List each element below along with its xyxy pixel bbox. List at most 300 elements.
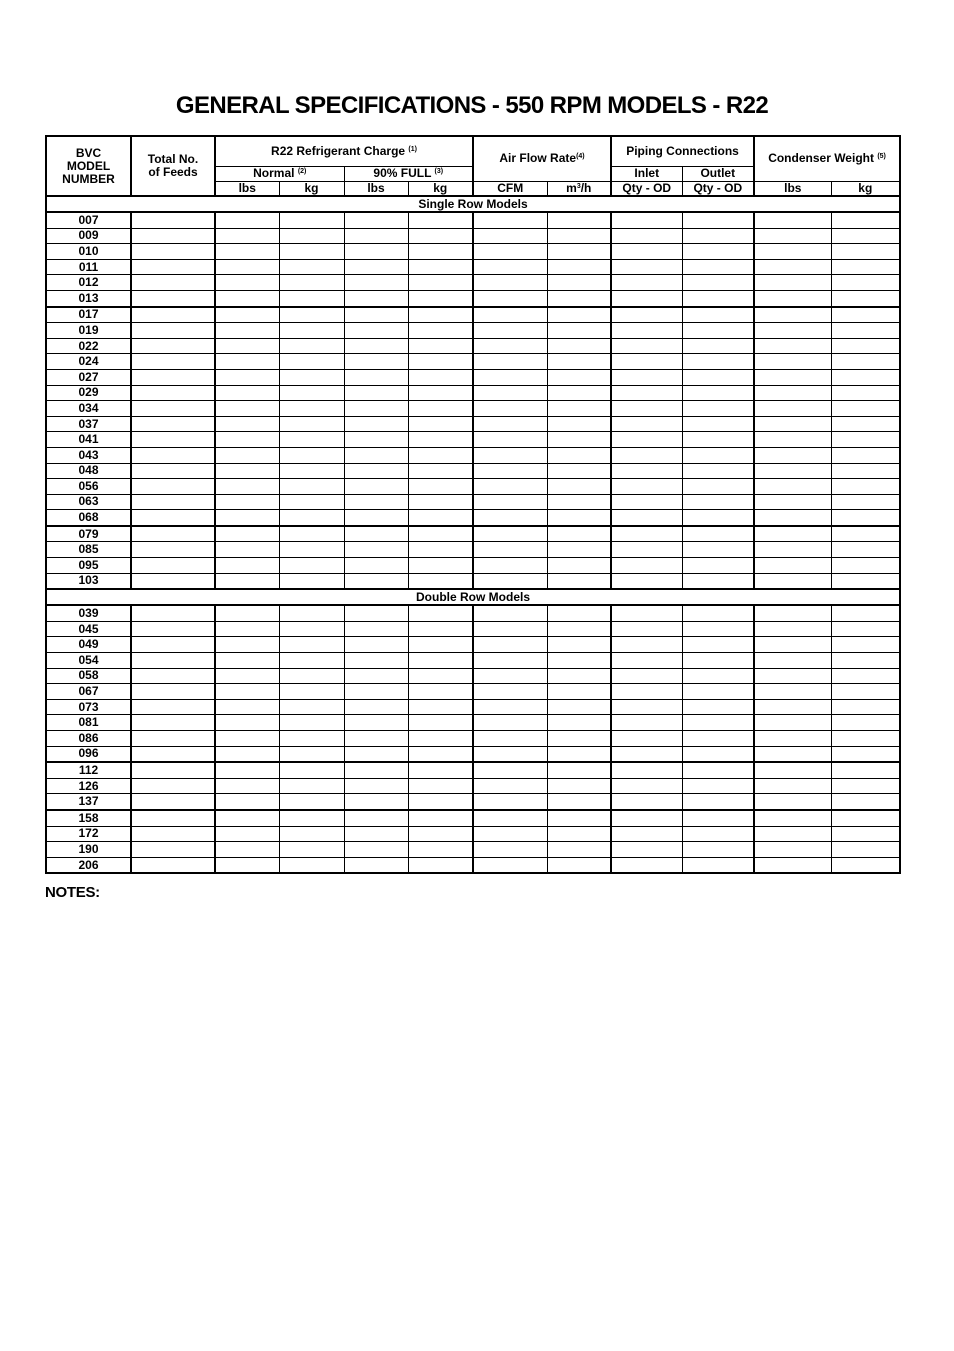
- data-cell: [682, 715, 754, 731]
- data-cell: [682, 401, 754, 417]
- data-cell: [831, 432, 900, 448]
- data-cell: [215, 323, 279, 339]
- data-cell: [831, 275, 900, 291]
- data-cell: [682, 542, 754, 558]
- data-cell: [344, 401, 408, 417]
- data-cell: [408, 275, 473, 291]
- data-cell: [611, 746, 682, 762]
- data-cell: [408, 762, 473, 778]
- table-row: [46, 432, 900, 448]
- data-cell: [344, 228, 408, 244]
- data-cell: [473, 778, 547, 794]
- data-cell: [831, 401, 900, 417]
- data-cell: [754, 416, 831, 432]
- data-cell: [754, 558, 831, 574]
- data-cell: [131, 354, 215, 370]
- data-cell: [611, 228, 682, 244]
- data-cell: [408, 463, 473, 479]
- data-cell: [682, 385, 754, 401]
- table-row: [46, 715, 900, 731]
- data-cell: [131, 542, 215, 558]
- model-number-cell: 010: [46, 244, 131, 260]
- data-cell: [473, 338, 547, 354]
- data-cell: [611, 621, 682, 637]
- unit-outlet-qty-od: Qty - OD: [682, 181, 754, 196]
- model-number-cell: 126: [46, 778, 131, 794]
- data-cell: [754, 699, 831, 715]
- data-cell: [547, 244, 611, 260]
- data-cell: [344, 715, 408, 731]
- data-cell: [611, 684, 682, 700]
- data-cell: [473, 416, 547, 432]
- table-row: [46, 746, 900, 762]
- data-cell: [682, 416, 754, 432]
- model-number-cell: 013: [46, 290, 131, 306]
- data-cell: [831, 494, 900, 510]
- data-cell: [131, 401, 215, 417]
- unit-normal-kg: kg: [279, 181, 344, 196]
- data-cell: [831, 699, 900, 715]
- data-cell: [215, 857, 279, 873]
- data-cell: [682, 810, 754, 826]
- data-cell: [547, 826, 611, 842]
- model-number-cell: 095: [46, 558, 131, 574]
- data-cell: [215, 259, 279, 275]
- data-cell: [215, 510, 279, 526]
- data-cell: [547, 731, 611, 747]
- model-number-cell: 034: [46, 401, 131, 417]
- data-cell: [344, 323, 408, 339]
- model-number-cell: 041: [46, 432, 131, 448]
- data-cell: [682, 668, 754, 684]
- data-cell: [682, 369, 754, 385]
- header-outlet: Outlet: [682, 166, 754, 181]
- data-cell: [754, 463, 831, 479]
- data-cell: [682, 857, 754, 873]
- data-cell: [611, 605, 682, 621]
- table-row: [46, 275, 900, 291]
- data-cell: [344, 275, 408, 291]
- data-cell: [215, 542, 279, 558]
- table-row: [46, 605, 900, 621]
- table-row: [46, 653, 900, 669]
- unit-normal-lbs: lbs: [215, 181, 279, 196]
- model-number-cell: 009: [46, 228, 131, 244]
- data-cell: [473, 810, 547, 826]
- data-cell: [473, 228, 547, 244]
- data-cell: [279, 684, 344, 700]
- data-cell: [131, 259, 215, 275]
- data-cell: [682, 621, 754, 637]
- data-cell: [408, 621, 473, 637]
- model-number-cell: 103: [46, 573, 131, 589]
- data-cell: [473, 637, 547, 653]
- data-cell: [611, 715, 682, 731]
- table-row: [46, 494, 900, 510]
- data-cell: [611, 810, 682, 826]
- data-cell: [408, 810, 473, 826]
- data-cell: [131, 385, 215, 401]
- data-cell: [131, 842, 215, 858]
- data-cell: [215, 842, 279, 858]
- data-cell: [682, 307, 754, 323]
- data-cell: [754, 479, 831, 495]
- table-row: [46, 338, 900, 354]
- data-cell: [682, 794, 754, 810]
- data-cell: [131, 526, 215, 542]
- data-cell: [682, 699, 754, 715]
- data-cell: [547, 857, 611, 873]
- data-cell: [831, 746, 900, 762]
- data-cell: [547, 275, 611, 291]
- data-cell: [279, 794, 344, 810]
- data-cell: [547, 259, 611, 275]
- model-number-cell: 079: [46, 526, 131, 542]
- header-refrigerant-charge: R22 Refrigerant Charge $^{(1)}$: [215, 136, 473, 166]
- data-cell: [831, 762, 900, 778]
- table-row: [46, 244, 900, 260]
- data-cell: [344, 385, 408, 401]
- data-cell: [131, 228, 215, 244]
- header-condenser-weight: Condenser Weight $^{(5)}$: [754, 136, 900, 181]
- data-cell: [279, 510, 344, 526]
- data-cell: [279, 558, 344, 574]
- data-cell: [754, 637, 831, 653]
- data-cell: [344, 416, 408, 432]
- data-cell: [754, 401, 831, 417]
- data-cell: [547, 746, 611, 762]
- data-cell: [131, 778, 215, 794]
- data-cell: [473, 463, 547, 479]
- data-cell: [547, 668, 611, 684]
- data-cell: [408, 212, 473, 228]
- table-row: [46, 637, 900, 653]
- data-cell: [215, 290, 279, 306]
- data-cell: [831, 731, 900, 747]
- model-number-cell: 056: [46, 479, 131, 495]
- table-row: [46, 479, 900, 495]
- data-cell: [547, 762, 611, 778]
- data-cell: [473, 526, 547, 542]
- data-cell: [473, 857, 547, 873]
- data-cell: [473, 715, 547, 731]
- data-cell: [611, 259, 682, 275]
- table-row: [46, 447, 900, 463]
- data-cell: [547, 212, 611, 228]
- data-cell: [408, 385, 473, 401]
- data-cell: [547, 369, 611, 385]
- data-cell: [611, 794, 682, 810]
- data-cell: [682, 605, 754, 621]
- table-row: [46, 307, 900, 323]
- data-cell: [547, 338, 611, 354]
- data-cell: [547, 542, 611, 558]
- data-cell: [408, 432, 473, 448]
- data-cell: [408, 778, 473, 794]
- unit-weight-kg: kg: [831, 181, 900, 196]
- data-cell: [547, 401, 611, 417]
- data-cell: [547, 810, 611, 826]
- data-cell: [344, 494, 408, 510]
- model-number-cell: 037: [46, 416, 131, 432]
- data-cell: [473, 401, 547, 417]
- data-cell: [279, 542, 344, 558]
- data-cell: [215, 605, 279, 621]
- table-row: [46, 401, 900, 417]
- data-cell: [682, 338, 754, 354]
- model-number-cell: 073: [46, 699, 131, 715]
- data-cell: [215, 275, 279, 291]
- data-cell: [754, 244, 831, 260]
- data-cell: [831, 338, 900, 354]
- data-cell: [754, 794, 831, 810]
- data-cell: [408, 668, 473, 684]
- data-cell: [279, 212, 344, 228]
- unit-m3h: $m^3/h$: [547, 181, 611, 196]
- data-cell: [279, 463, 344, 479]
- data-cell: [408, 653, 473, 669]
- data-cell: [611, 637, 682, 653]
- data-cell: [473, 621, 547, 637]
- data-cell: [682, 526, 754, 542]
- data-cell: [215, 416, 279, 432]
- data-cell: [754, 621, 831, 637]
- data-cell: [473, 653, 547, 669]
- table-row: [46, 259, 900, 275]
- data-cell: [831, 307, 900, 323]
- data-cell: [754, 573, 831, 589]
- data-cell: [682, 842, 754, 858]
- data-cell: [611, 699, 682, 715]
- data-cell: [408, 354, 473, 370]
- data-cell: [682, 653, 754, 669]
- header-total-feeds: Total No. of Feeds: [131, 136, 215, 196]
- data-cell: [831, 212, 900, 228]
- data-cell: [754, 810, 831, 826]
- data-cell: [131, 369, 215, 385]
- data-cell: [611, 778, 682, 794]
- model-number-cell: 067: [46, 684, 131, 700]
- data-cell: [408, 857, 473, 873]
- data-cell: [754, 354, 831, 370]
- data-cell: [408, 699, 473, 715]
- data-cell: [408, 826, 473, 842]
- data-cell: [344, 369, 408, 385]
- model-number-cell: 054: [46, 653, 131, 669]
- specifications-table: [45, 135, 901, 874]
- data-cell: [408, 558, 473, 574]
- data-cell: [682, 447, 754, 463]
- data-cell: [547, 842, 611, 858]
- data-cell: [279, 447, 344, 463]
- table-row: [46, 463, 900, 479]
- data-cell: [131, 731, 215, 747]
- model-number-cell: 024: [46, 354, 131, 370]
- data-cell: [279, 526, 344, 542]
- data-cell: [611, 826, 682, 842]
- data-cell: [754, 385, 831, 401]
- data-cell: [611, 307, 682, 323]
- unit-inlet-qty-od: Qty - OD: [611, 181, 682, 196]
- data-cell: [682, 354, 754, 370]
- data-cell: [611, 432, 682, 448]
- data-cell: [344, 810, 408, 826]
- data-cell: [279, 323, 344, 339]
- data-cell: [215, 826, 279, 842]
- data-cell: [547, 354, 611, 370]
- model-number-cell: 017: [46, 307, 131, 323]
- data-cell: [344, 637, 408, 653]
- data-cell: [408, 307, 473, 323]
- model-number-cell: 206: [46, 857, 131, 873]
- table-row: [46, 290, 900, 306]
- data-cell: [547, 385, 611, 401]
- header-normal: Normal $^{(2)}$: [215, 166, 344, 181]
- data-cell: [547, 447, 611, 463]
- data-cell: [473, 494, 547, 510]
- data-cell: [754, 731, 831, 747]
- data-cell: [611, 668, 682, 684]
- data-cell: [131, 715, 215, 731]
- data-cell: [131, 479, 215, 495]
- data-cell: [831, 542, 900, 558]
- data-cell: [131, 746, 215, 762]
- data-cell: [611, 244, 682, 260]
- data-cell: [682, 212, 754, 228]
- data-cell: [344, 526, 408, 542]
- data-cell: [754, 857, 831, 873]
- data-cell: [547, 463, 611, 479]
- data-cell: [473, 510, 547, 526]
- data-cell: [344, 794, 408, 810]
- data-cell: [547, 494, 611, 510]
- data-cell: [831, 668, 900, 684]
- data-cell: [215, 447, 279, 463]
- data-cell: [279, 259, 344, 275]
- data-cell: [279, 338, 344, 354]
- data-cell: [344, 778, 408, 794]
- data-cell: [344, 432, 408, 448]
- data-cell: [682, 275, 754, 291]
- data-cell: [215, 432, 279, 448]
- data-cell: [279, 605, 344, 621]
- data-cell: [547, 715, 611, 731]
- model-number-cell: 012: [46, 275, 131, 291]
- data-cell: [344, 244, 408, 260]
- data-cell: [131, 307, 215, 323]
- data-cell: [215, 463, 279, 479]
- data-cell: [279, 307, 344, 323]
- model-number-cell: 007: [46, 212, 131, 228]
- data-cell: [408, 416, 473, 432]
- data-cell: [611, 494, 682, 510]
- data-cell: [682, 558, 754, 574]
- model-number-cell: 096: [46, 746, 131, 762]
- data-cell: [473, 826, 547, 842]
- data-cell: [547, 228, 611, 244]
- data-cell: [131, 605, 215, 621]
- data-cell: [611, 510, 682, 526]
- data-cell: [344, 542, 408, 558]
- table-row: [46, 573, 900, 589]
- data-cell: [279, 401, 344, 417]
- data-cell: [682, 290, 754, 306]
- data-cell: [215, 558, 279, 574]
- data-cell: [831, 794, 900, 810]
- data-cell: [279, 573, 344, 589]
- data-cell: [408, 369, 473, 385]
- section-single-row: [46, 196, 900, 212]
- data-cell: [831, 369, 900, 385]
- table-row: [46, 842, 900, 858]
- data-cell: [547, 323, 611, 339]
- data-cell: [131, 762, 215, 778]
- data-cell: [131, 699, 215, 715]
- data-cell: [611, 653, 682, 669]
- data-cell: [408, 290, 473, 306]
- data-cell: [408, 746, 473, 762]
- table-row: [46, 857, 900, 873]
- data-cell: [131, 794, 215, 810]
- data-cell: [408, 510, 473, 526]
- data-cell: [279, 637, 344, 653]
- data-cell: [611, 354, 682, 370]
- section-single-row-label: Single Row Models: [46, 196, 900, 212]
- data-cell: [344, 447, 408, 463]
- data-cell: [279, 479, 344, 495]
- data-cell: [547, 573, 611, 589]
- header-piping-connections: Piping Connections: [611, 136, 754, 166]
- data-cell: [279, 715, 344, 731]
- data-cell: [473, 259, 547, 275]
- data-cell: [279, 432, 344, 448]
- data-cell: [682, 228, 754, 244]
- model-number-cell: 029: [46, 385, 131, 401]
- model-number-cell: 039: [46, 605, 131, 621]
- data-cell: [831, 290, 900, 306]
- header-model-number: BVC MODEL NUMBER: [46, 136, 131, 196]
- page-title: GENERAL SPECIFICATIONS - 550 RPM MODELS - R22: [175, 92, 769, 119]
- data-cell: [408, 447, 473, 463]
- data-cell: [547, 605, 611, 621]
- data-cell: [473, 668, 547, 684]
- data-cell: [682, 778, 754, 794]
- data-cell: [547, 307, 611, 323]
- data-cell: [831, 385, 900, 401]
- data-cell: [279, 354, 344, 370]
- data-cell: [279, 857, 344, 873]
- data-cell: [682, 463, 754, 479]
- data-cell: [344, 842, 408, 858]
- data-cell: [682, 573, 754, 589]
- data-cell: [754, 259, 831, 275]
- data-cell: [131, 826, 215, 842]
- data-cell: [131, 653, 215, 669]
- data-cell: [473, 323, 547, 339]
- data-cell: [754, 842, 831, 858]
- data-cell: [831, 684, 900, 700]
- data-cell: [215, 762, 279, 778]
- table-row: [46, 416, 900, 432]
- data-cell: [611, 338, 682, 354]
- data-cell: [611, 323, 682, 339]
- data-cell: [215, 699, 279, 715]
- data-cell: [611, 526, 682, 542]
- data-cell: [473, 605, 547, 621]
- model-number-cell: 027: [46, 369, 131, 385]
- data-cell: [215, 810, 279, 826]
- data-cell: [408, 338, 473, 354]
